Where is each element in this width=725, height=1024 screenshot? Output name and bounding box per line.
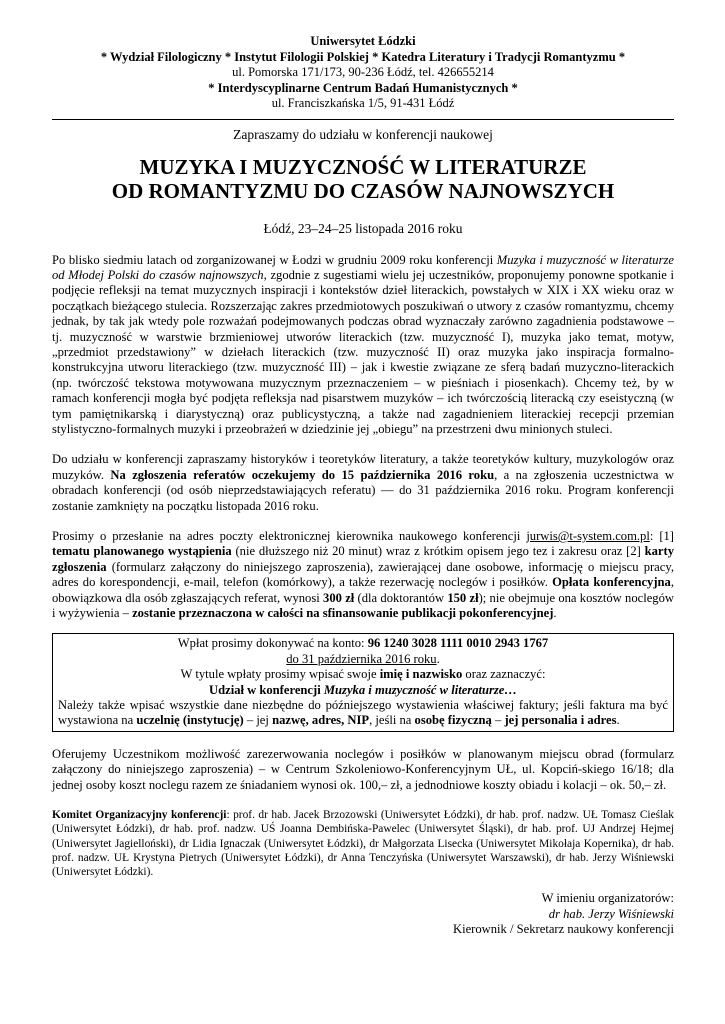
bank-account-number: 96 1240 3028 1111 0010 2943 1767 — [367, 636, 549, 651]
committee-paragraph — [52, 808, 674, 879]
payment-deadline-line — [58, 652, 668, 667]
invoice-note — [58, 698, 668, 729]
p3-text-a: Prosimy o przesłanie na adres poczty elektronicznej kierownika naukowego konferencji — [52, 529, 527, 543]
box-participation: Udział w konferencji — [209, 682, 324, 697]
payment-box — [52, 633, 674, 731]
p3-talk-topic: tematu planowanego wystąpienia — [52, 544, 232, 559]
participation-paragraph — [52, 452, 674, 514]
centre-line: * Interdyscyplinarne Centrum Badań Humanistycznych * — [208, 80, 518, 95]
conference-date: Łódź, 23–24–25 listopada 2016 roku — [263, 220, 463, 236]
transfer-title-line — [58, 667, 668, 682]
p3-text-h: . — [553, 606, 557, 621]
intro-paragraph — [52, 253, 674, 438]
invoice-text-e: , jeśli na — [369, 713, 415, 728]
invoice-institution: uczelnię (instytucję) — [136, 713, 244, 728]
committee-members: : prof. dr hab. Jacek Brzozowski (Uniwersytet Łódzki), dr hab. prof. nadzw. UŁ Tomasz Cieślak (Uniwersytet Łódzki), dr hab. prof. nadzw. UŚ Joanna Dembińska-Pawelec (Uniwersytet Śląski), dr hab. prof. UJ Andrzej Hejmej (Uniwersytet Jagielloński), dr Lidia Ignaczak (Uniwersytet Łódzki), dr Małgorzata Lisecka (Uniwersytet Mikołaja Kopernika), dr hab. prof. nadzw. UŁ Krystyna Pietrych (Uniwersytet Łódzki), dr Anna Tenczyńska (Uniwersytet Warszawski), dr hab. Jerzy Wiśniewski (Uniwersytet Łódzki). — [52, 809, 674, 878]
box-account-label: Wpłat prosimy dokonywać na konto: — [177, 636, 368, 651]
invoice-institution-data: nazwę, adres, NIP — [272, 713, 370, 728]
p2-text-b: , a na zgłoszenia uczestnictwa w obradach konferencji (od osób nieprzedstawiających referatu) — do 31 października 2016 roku. Program konferencji zostanie zamknięty na początku listopada 2016 roku. — [52, 467, 674, 513]
header-divider — [52, 119, 674, 120]
signatory-role: Kierownik / Sekretarz naukowy konferencji — [452, 921, 674, 936]
p3-text-d: (formularz załączony do niniejszego zaproszenia), zawierającej dane osobowe, informację o miejscu pracy, adres do korespondencji, e-mail, telefon (komórkowy), a także rezerwację noclegów i posiłków. — [52, 559, 674, 590]
p3-fee-phd: 150 zł — [447, 590, 479, 605]
signatory-name: dr hab. Jerzy Wiśniewski — [548, 906, 674, 921]
box-conference-name: Muzyka i muzyczność w literaturze… — [323, 682, 517, 697]
invoice-text-g: – — [491, 713, 505, 728]
bank-account-line — [58, 636, 668, 651]
committee-label: Komitet Organizacyjny konferencji — [52, 809, 227, 822]
p2-text-a: Do udziału w konferencji zapraszamy historyków i teoretyków literatury, a także teoretyków kultury, muzykologów oraz muzyków. — [52, 452, 674, 482]
p3-fee-purpose: zostanie przeznaczona w całości na sfinansowanie publikacji pokonferencyjnej — [132, 606, 554, 621]
faculty-line: * Wydział Filologiczny * Instytut Filologii Polskiej * Katedra Literatury i Tradycji Romantyzmu * — [100, 49, 626, 64]
box-period: . — [436, 651, 440, 666]
title-line-1: MUZYKA I MUZYCZNOŚĆ W LITERATURZE — [139, 154, 587, 179]
invoice-period: . — [616, 713, 620, 728]
accommodation-paragraph: Oferujemy Uczestnikom możliwość zarezerwowania noclegów i posiłków w planowanym miejscu obrad (formularz załączony do niniejszego zaproszenia) – w Centrum Szkoleniowo-Konferencyjnym UŁ, ul. Kopciń-skiego 16/18; dla jednej osoby koszt noclegu razem ze śniadaniem wynosi ok. 100,– zł, a jednodniowe koszty obiadu i kolacji – ok. 50,– zł. — [52, 746, 674, 792]
p1-text-a: Po blisko siedmiu latach od zorganizowanej w Łodzi w grudniu 2009 roku konferencji — [52, 252, 497, 267]
p1-prev-conference-title: Muzyka i muzyczność w literaturze od Młodej Polski do czasów najnowszych — [52, 252, 674, 282]
contact-email-link[interactable]: jurwis@t-system.com.pl — [526, 529, 650, 543]
document-page — [52, 34, 674, 937]
signature-block — [52, 891, 674, 937]
p3-text-e: , obowiązkowa dla osób zgłaszających referat, wynosi — [52, 575, 674, 605]
p3-text-c: (nie dłuższego niż 20 minut) wraz z krótkim opisem jego tez i zakresu oraz [2] — [231, 544, 645, 559]
p1-text-b: , zgodnie z sugestiami wielu jej uczestników, proponujemy ponowne spotkanie i podjęcie refleksji na temat muzycznych inspiracji i kontekstów dzieł literackich, powstałych w XIX i XX wieku oraz w początkach bieżącego stulecia. Rozszerzając zakres przedmiotowych poszukiwań o utwory z czasów romantyzmu, chcemy jednak, by tak jak wtedy pole rozważań podejmowanych podczas obrad wyznaczały zarówno zagadnienia podstawowe – tj. muzyczność w warstwie brzmieniowej utworów literackich (tzw. muzyczność I), muzyka jako temat, motyw, „przedmiot przedstawiony” w dziełach literackich (tzw. muzyczność II) oraz muzyka jako inspiracja formalno-konstrukcyjna utworu literackiego (tzw. muzyczność III) – jak i kwestie związane ze sferą badań muzyczno-literackich (np. twórczość tekstowa motywowana muzycznym przeznaczeniem – w pieśniach i piosenkach). Chcemy też, by w ramach konferencji mogła być podjęta refleksja nad pisarstwem muzyków – ich twórczością literacką czy eseistyczną (w tym pamiętnikarską i diarystyczną) oraz publicystyczną, a także nad zagadnieniem literackiej recepcji przemian stylistyczno-formalnych muzyki i przeobrażeń w dziedzinie jej „obiegu” na przestrzeni dwu minionych stuleci. — [52, 267, 674, 436]
title-line-2: OD ROMANTYZMU DO CZASÓW NAJNOWSZYCH — [111, 178, 615, 203]
payment-deadline: do 31 października 2016 roku — [286, 651, 437, 666]
p3-text-b: : [1] — [649, 529, 674, 543]
invitation-line: Zapraszamy do udziału w konferencji naukowej — [233, 126, 493, 142]
p3-text-g: ); nie obejmuje ona kosztów noclegów i wyżywienia – — [52, 590, 674, 621]
invoice-person: osobę fizyczną — [414, 713, 492, 728]
signature-intro: W imieniu organizatorów: — [541, 891, 674, 906]
submission-paragraph — [52, 529, 674, 621]
university-name: Uniwersytet Łódzki — [310, 34, 416, 48]
box-name-required: imię i nazwisko — [379, 667, 463, 682]
transfer-title-content — [58, 683, 668, 698]
box-text-c: oraz zaznaczyć: — [462, 667, 546, 682]
invoice-person-data: jej personalia i adres — [504, 713, 617, 728]
p3-fee-label: Opłata konferencyjna — [552, 575, 671, 590]
p2-deadline: Na zgłoszenia referatów oczekujemy do 15 października 2016 roku — [110, 467, 495, 482]
faculty-address: ul. Pomorska 171/173, 90-236 Łódź, tel. 426655214 — [232, 65, 494, 79]
invoice-text-a: Należy także wpisać wszystkie dane niezbędne do późniejszego wystawienia właściwej faktury; jeśli faktura ma być wystawiona na — [58, 698, 668, 728]
p3-registration-card: karty zgłoszenia — [52, 544, 675, 574]
p3-text-f: (dla doktorantów — [354, 590, 448, 605]
conference-title — [52, 155, 674, 203]
letterhead — [52, 34, 674, 112]
invoice-text-c: – jej — [243, 713, 273, 728]
box-text-a: W tytule wpłaty prosimy wpisać swoje — [180, 667, 380, 682]
p3-fee-amount: 300 zł — [323, 590, 355, 605]
centre-address: ul. Franciszkańska 1/5, 91-431 Łódź — [271, 96, 455, 110]
